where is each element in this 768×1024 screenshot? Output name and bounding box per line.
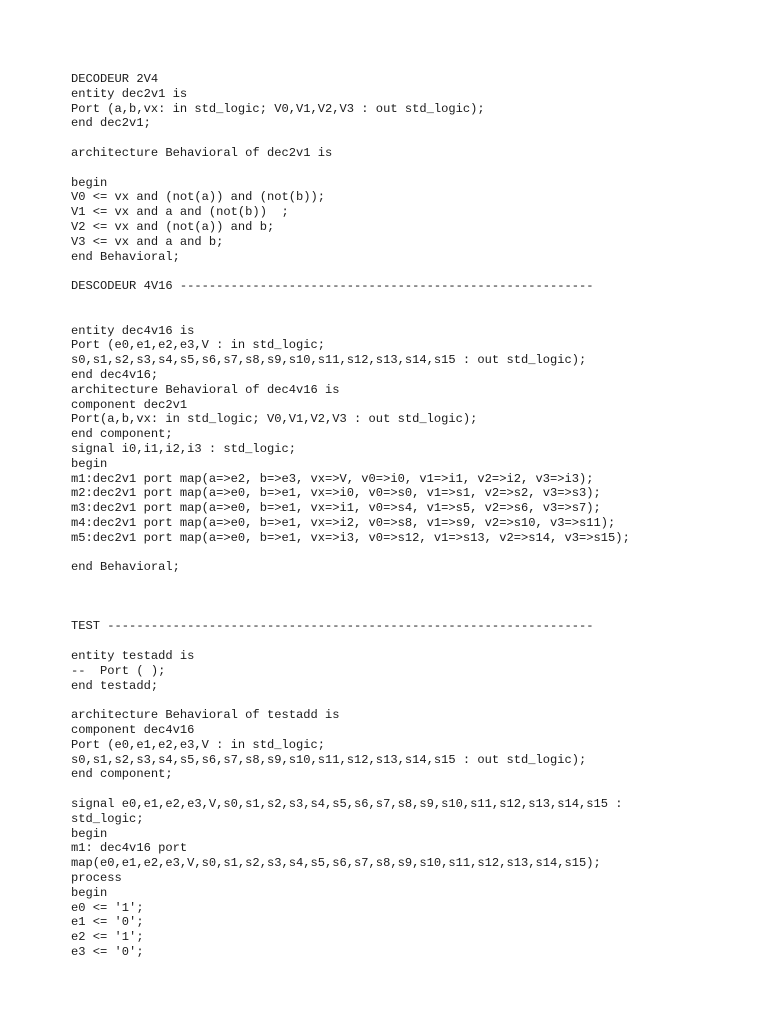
code-line: DESCODEUR 4V16 --------------------------------------------------------- [71,279,594,294]
code-line: end dec4v16; [71,367,159,382]
code-line: V1 <= vx and a and (not(b)) ; [71,205,289,220]
code-line: end Behavioral; [71,560,180,575]
code-line: process [71,871,122,886]
code-line: Port(a,b,vx: in std_logic; V0,V1,V2,V3 : out std_logic); [71,412,478,427]
code-line: end testadd; [71,678,159,693]
code-line: begin [71,456,108,471]
code-line: Port (e0,e1,e2,e3,V : in std_logic; [71,737,326,752]
code-line: DECODEUR 2V4 [71,72,159,86]
code-line: end dec2v1; [71,116,151,131]
code-line: s0,s1,s2,s3,s4,s5,s6,s7,s8,s9,s10,s11,s12,s13,s14,s15 : out std_logic); [71,353,587,368]
code-line: m1: dec4v16 port [71,841,188,856]
code-line [71,309,751,324]
code-line [71,782,751,797]
code-line: m5:dec2v1 port map(a=>e0, b=>e1, vx=>i3, v0=>s12, v1=>s13, v2=>s14, v3=>s15); [71,530,630,545]
code-line [71,294,751,309]
code-line [71,546,751,561]
code-line: m1:dec2v1 port map(a=>e2, b=>e3, vx=>V, v0=>i0, v1=>i1, v2=>i2, v3=>i3); [71,471,594,486]
code-line: architecture Behavioral of dec4v16 is [71,382,340,397]
code-line: V3 <= vx and a and b; [71,234,224,249]
code-line: end component; [71,427,173,442]
code-line: TEST ------------------------------------------------------------------- [71,619,594,634]
code-line: entity dec4v16 is [71,323,195,338]
code-line: m2:dec2v1 port map(a=>e0, b=>e1, vx=>i0, v0=>s0, v1=>s1, v2=>s2, v3=>s3); [71,486,601,501]
code-line: component dec2v1 [71,397,188,412]
code-line: end component; [71,767,173,782]
code-line [71,605,751,620]
code-line: std_logic; [71,811,144,826]
code-line: Port (e0,e1,e2,e3,V : in std_logic; [71,338,326,353]
vhdl-code-block [71,72,751,960]
code-line [71,634,751,649]
code-line: m3:dec2v1 port map(a=>e0, b=>e1, vx=>i1, v0=>s4, v1=>s5, v2=>s6, v3=>s7); [71,501,601,516]
code-line [71,161,751,176]
code-line [71,693,751,708]
code-line: e2 <= '1'; [71,930,144,945]
code-line: signal e0,e1,e2,e3,V,s0,s1,s2,s3,s4,s5,s6,s7,s8,s9,s10,s11,s12,s13,s14,s15 : [71,797,623,812]
code-line: e0 <= '1'; [71,900,144,915]
code-line [71,590,751,605]
code-line: V0 <= vx and (not(a)) and (not(b)); [71,190,326,205]
code-line: entity dec2v1 is [71,86,188,101]
code-line: m4:dec2v1 port map(a=>e0, b=>e1, vx=>i2, v0=>s8, v1=>s9, v2=>s10, v3=>s11); [71,515,616,530]
code-line: Port (a,b,vx: in std_logic; V0,V1,V2,V3 : out std_logic); [71,101,485,116]
code-line: -- Port ( ); [71,663,166,678]
code-line: begin [71,885,108,900]
code-line: architecture Behavioral of testadd is [71,708,340,723]
code-line: V2 <= vx and (not(a)) and b; [71,219,275,234]
code-line: signal i0,i1,i2,i3 : std_logic; [71,441,296,456]
code-line: e3 <= '0'; [71,945,144,960]
code-line [71,264,751,279]
code-line: begin [71,175,108,190]
code-line: entity testadd is [71,649,195,664]
code-line: architecture Behavioral of dec2v1 is [71,145,333,160]
code-line: begin [71,826,108,841]
code-line: s0,s1,s2,s3,s4,s5,s6,s7,s8,s9,s10,s11,s12,s13,s14,s15 : out std_logic); [71,752,587,767]
code-line: map(e0,e1,e2,e3,V,s0,s1,s2,s3,s4,s5,s6,s7,s8,s9,s10,s11,s12,s13,s14,s15); [71,856,601,871]
code-line: e1 <= '0'; [71,915,144,930]
code-line: component dec4v16 [71,723,195,738]
code-line [71,575,751,590]
code-line: end Behavioral; [71,249,180,264]
code-line [71,131,751,146]
